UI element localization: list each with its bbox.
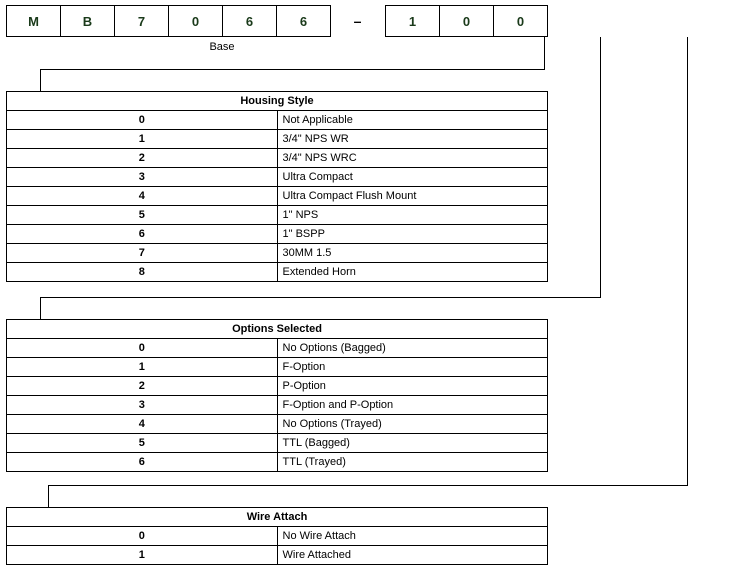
row-code: 3 (7, 168, 278, 187)
connector-housing-v2 (40, 69, 41, 91)
row-desc: No Wire Attach (277, 527, 548, 546)
table-row (7, 130, 548, 149)
table-options-selected (6, 319, 548, 472)
code-char-3: 7 (114, 5, 169, 37)
base-label: Base (209, 41, 235, 53)
table-row (7, 527, 548, 546)
row-code: 5 (7, 434, 278, 453)
row-code: 6 (7, 225, 278, 244)
code-separator: – (353, 13, 362, 29)
table-row (7, 263, 548, 282)
table-header-row (7, 320, 548, 339)
row-desc: 3/4" NPS WRC (277, 149, 548, 168)
table-row (7, 415, 548, 434)
row-code: 3 (7, 396, 278, 415)
table-row (7, 111, 548, 130)
row-desc: 1" NPS (277, 206, 548, 225)
table-row (7, 358, 548, 377)
table-row (7, 206, 548, 225)
connector-options-h1 (40, 297, 601, 298)
connector-housing-h1 (40, 69, 545, 70)
row-desc: F-Option and P-Option (277, 396, 548, 415)
table-row (7, 187, 548, 206)
connector-options-v1 (600, 37, 601, 297)
row-desc: Ultra Compact Flush Mount (277, 187, 548, 206)
row-code: 6 (7, 453, 278, 472)
row-desc: TTL (Bagged) (277, 434, 548, 453)
row-code: 0 (7, 339, 278, 358)
row-code: 0 (7, 111, 278, 130)
table-row (7, 168, 548, 187)
table-row (7, 149, 548, 168)
table-title: Wire Attach (7, 508, 548, 527)
row-desc: 3/4" NPS WR (277, 130, 548, 149)
row-code: 4 (7, 187, 278, 206)
row-code: 0 (7, 527, 278, 546)
row-desc: F-Option (277, 358, 548, 377)
table-row (7, 377, 548, 396)
row-desc: 1" BSPP (277, 225, 548, 244)
table-header-row (7, 508, 548, 527)
row-code: 4 (7, 415, 278, 434)
code-suffix-2: 0 (439, 5, 494, 37)
connector-housing-v1 (544, 37, 545, 69)
table-row (7, 453, 548, 472)
table-wire-attach (6, 507, 548, 565)
row-desc: Ultra Compact (277, 168, 548, 187)
code-char-4: 0 (168, 5, 223, 37)
table-row (7, 396, 548, 415)
row-desc: 30MM 1.5 (277, 244, 548, 263)
row-code: 5 (7, 206, 278, 225)
row-code: 2 (7, 377, 278, 396)
table-row (7, 434, 548, 453)
row-code: 8 (7, 263, 278, 282)
code-char-6: 6 (276, 5, 331, 37)
table-row (7, 244, 548, 263)
table-row (7, 546, 548, 565)
row-desc: No Options (Bagged) (277, 339, 548, 358)
connector-options-v2 (40, 297, 41, 319)
row-code: 1 (7, 130, 278, 149)
table-housing-style (6, 91, 548, 282)
row-code: 1 (7, 546, 278, 565)
part-number-code-row (6, 5, 547, 37)
row-code: 7 (7, 244, 278, 263)
table-row (7, 339, 548, 358)
row-code: 1 (7, 358, 278, 377)
table-header-row (7, 92, 548, 111)
row-desc: Not Applicable (277, 111, 548, 130)
code-char-2: B (60, 5, 115, 37)
table-title: Options Selected (7, 320, 548, 339)
row-desc: No Options (Trayed) (277, 415, 548, 434)
row-desc: TTL (Trayed) (277, 453, 548, 472)
connector-wire-h1 (48, 485, 688, 486)
row-code: 2 (7, 149, 278, 168)
row-desc: Wire Attached (277, 546, 548, 565)
code-char-1: M (6, 5, 61, 37)
code-suffix-3: 0 (493, 5, 548, 37)
table-row (7, 225, 548, 244)
connector-wire-v1 (687, 37, 688, 485)
row-desc: P-Option (277, 377, 548, 396)
connector-wire-v2 (48, 485, 49, 507)
table-title: Housing Style (7, 92, 548, 111)
code-char-5: 6 (222, 5, 277, 37)
code-suffix-1: 1 (385, 5, 440, 37)
row-desc: Extended Horn (277, 263, 548, 282)
